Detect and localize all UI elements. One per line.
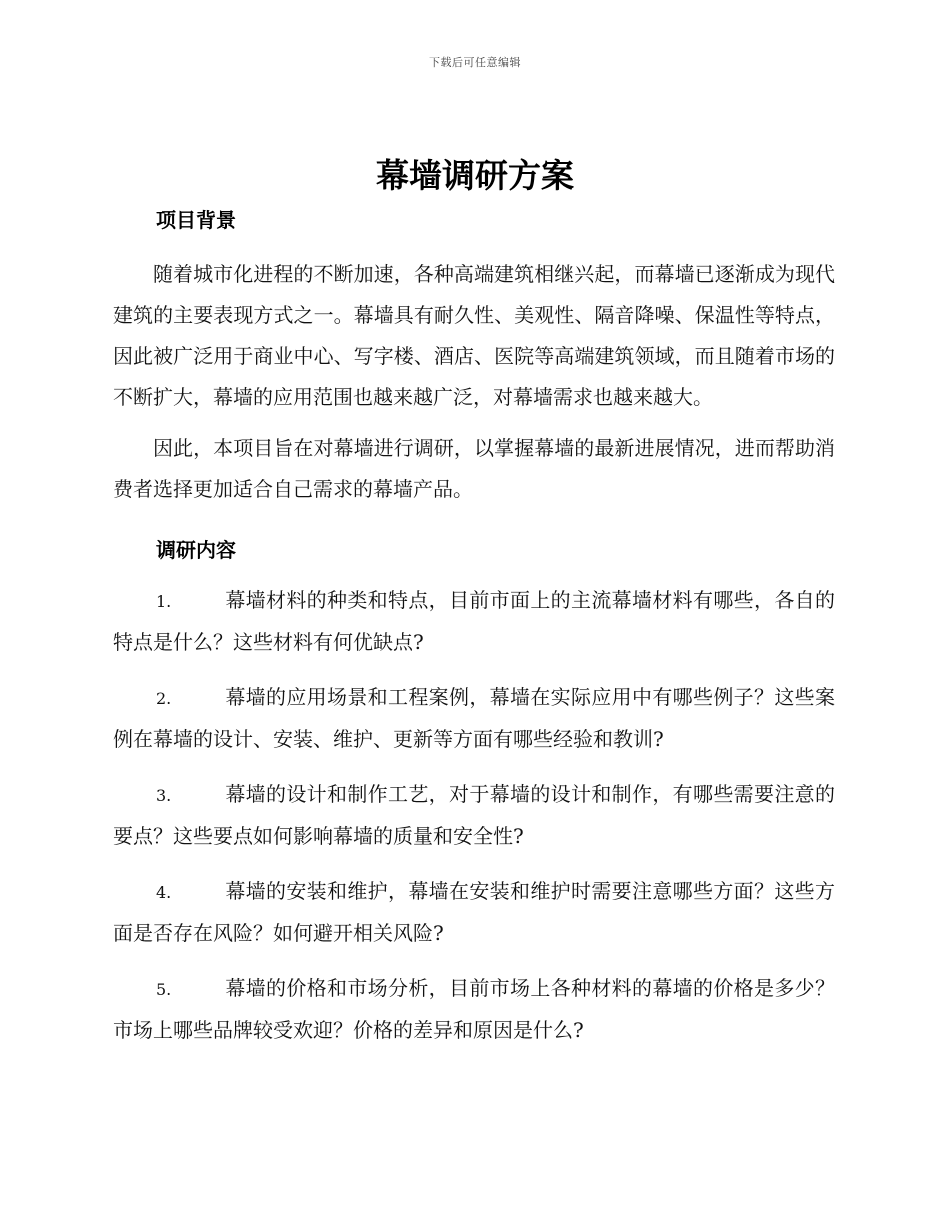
item-text: 幕墙的价格和市场分析，目前市场上各种材料的幕墙的价格是多少？市场上哪些品牌较受欢迎？价格的差异和原因是什么? [113,976,835,1042]
document-body [113,202,835,1065]
item-text: 幕墙的安装和维护，幕墙在安装和维护时需要注意哪些方面？这些方面是否存在风险？如何避开相关风险? [113,879,835,945]
background-paragraph-1: 随着城市化进程的不断加速，各种高端建筑相继兴起，而幕墙已逐渐成为现代建筑的主要表现方式之一。幕墙具有耐久性、美观性、隔音降噪、保温性等特点，因此被广泛用于商业中心、写字楼、酒店、医院等高端建筑领域，而且随着市场的不断扩大，幕墙的应用范围也越来越广泛，对幕墙需求也越来越大。 [113,262,835,409]
list-item [113,968,835,1051]
item-number: 5. [156,980,172,999]
item-number: 4. [156,883,172,902]
document-title: 幕墙调研方案 [376,156,574,195]
list-item [113,580,835,663]
list-item [113,677,835,760]
background-paragraph-2: 因此，本项目旨在对幕墙进行调研，以掌握幕墙的最新进展情况，进而帮助消费者选择更加适合自己需求的幕墙产品。 [113,436,835,501]
research-items-list [113,580,835,1051]
item-number: 3. [156,786,172,805]
item-text: 幕墙的应用场景和工程案例，幕墙在实际应用中有哪些例子？这些案例在幕墙的设计、安装、维护、更新等方面有哪些经验和教训? [113,685,835,751]
section-heading-background: 项目背景 [156,208,236,232]
header-note: 下载后可任意编辑 [429,56,521,69]
item-number: 2. [156,689,172,708]
item-number: 1. [156,592,172,611]
list-item [113,871,835,954]
list-item [113,774,835,857]
section-heading-content: 调研内容 [156,538,236,562]
item-text: 幕墙的设计和制作工艺，对于幕墙的设计和制作，有哪些需要注意的要点？这些要点如何影响幕墙的质量和安全性? [113,782,835,848]
item-text: 幕墙材料的种类和特点，目前市面上的主流幕墙材料有哪些，各自的特点是什么？这些材料有何优缺点? [113,588,835,654]
